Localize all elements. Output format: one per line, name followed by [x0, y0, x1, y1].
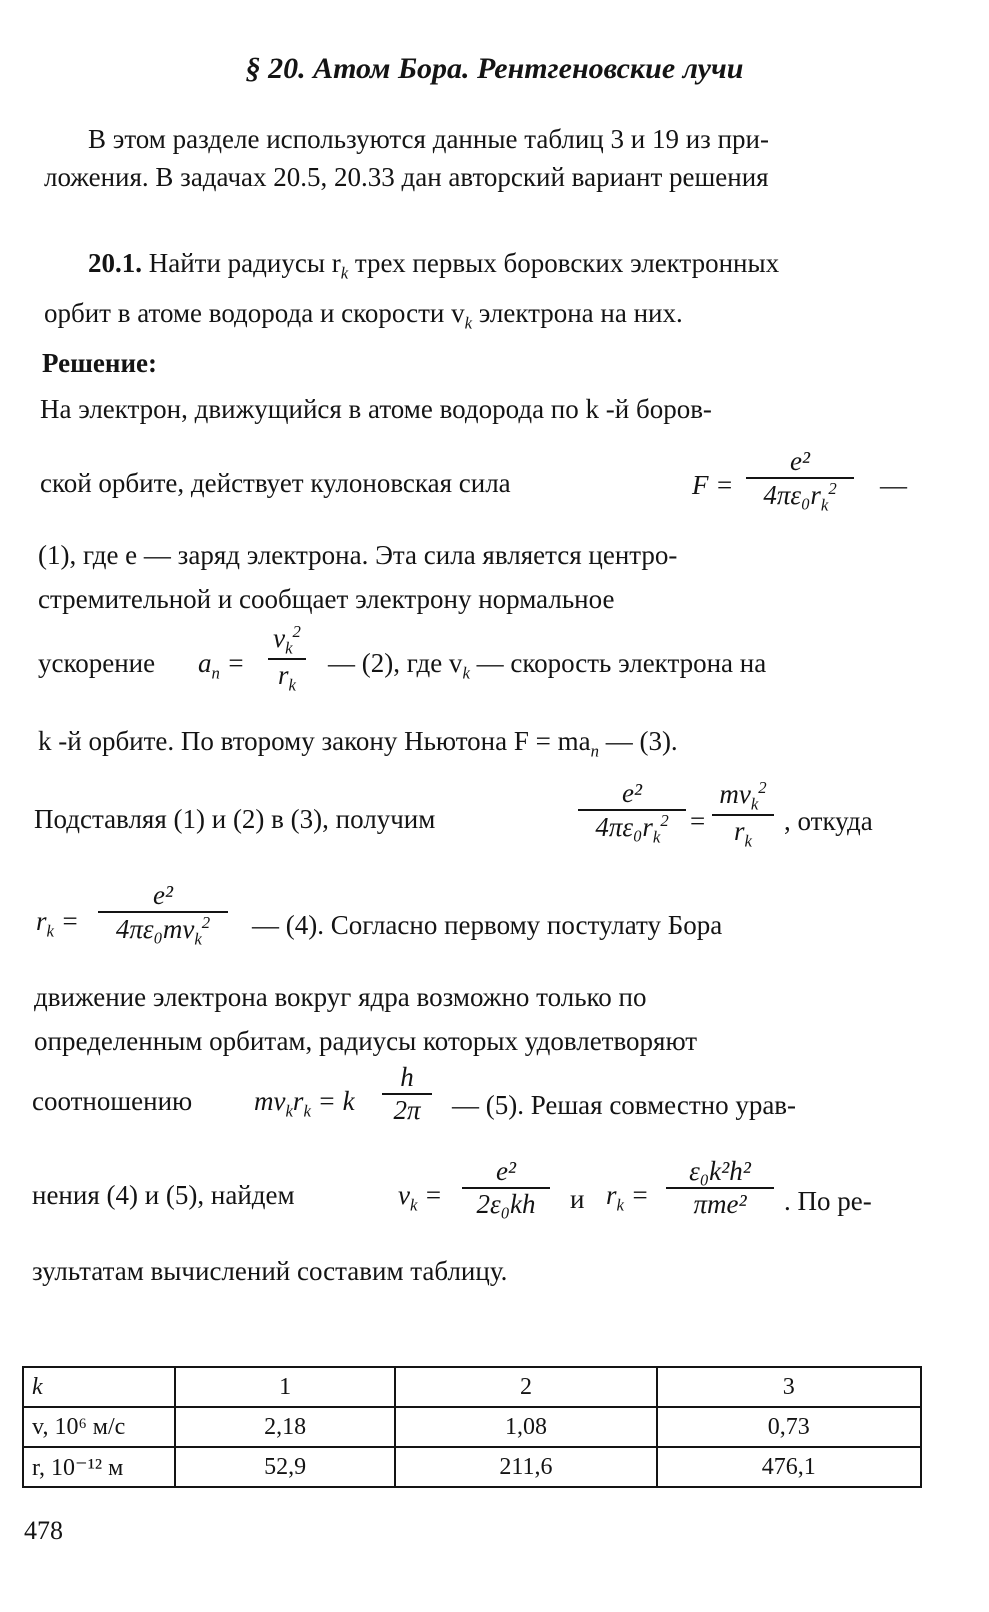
- and-word: и: [570, 1184, 585, 1214]
- table-cell: 52,9: [175, 1447, 395, 1487]
- table-cell: 0,73: [657, 1407, 921, 1447]
- quantization-fraction: h 2π: [382, 1062, 432, 1126]
- radius-lhs: $r_k$ =: [36, 906, 79, 941]
- table-cell: 1,08: [395, 1407, 656, 1447]
- text-line-11-end: — (5). Решая совместно урав-: [452, 1090, 797, 1120]
- table-cell: r, 10⁻¹² м: [23, 1447, 175, 1487]
- equals-sign: =: [690, 806, 706, 836]
- problem-number: 20.1.: [88, 248, 142, 278]
- table-cell: 211,6: [395, 1447, 656, 1487]
- page-number: 478: [24, 1516, 63, 1545]
- velocity-result-fraction: e² 2ε₀kh: [462, 1156, 550, 1220]
- text-line-1: На электрон, движущийся в атоме водорода по k -й боров-: [40, 394, 712, 424]
- coulomb-fraction: e² $4\pi\varepsilon_0r_k^2$: [746, 446, 854, 515]
- text-line-5-mid: — (2), где $v_k$ — скорость электрона на: [328, 648, 767, 683]
- quantization-lhs: $mv_kr_k = k$: [254, 1086, 355, 1121]
- text-line-7: Подставляя (1) и (2) в (3), получим: [34, 804, 436, 834]
- acceleration-fraction: $v_k^2$ $r_k$: [268, 622, 306, 696]
- coulomb-lhs: F =: [692, 470, 734, 500]
- text-line-2: ской орбите, действует кулоновская сила: [40, 468, 511, 498]
- acceleration-lhs: $a_n$ =: [198, 648, 245, 683]
- radius-fraction: e² $4\pi\varepsilon_0mv_k^2$: [98, 880, 228, 949]
- text-line-4: стремительной и сообщает электрону нормальное: [38, 584, 615, 614]
- results-table: [22, 1366, 922, 1488]
- table-header-row: [23, 1367, 921, 1407]
- text-line-12: нения (4) и (5), найдем: [32, 1180, 295, 1210]
- radius-result-lhs: $r_k$ =: [606, 1180, 649, 1215]
- text-line-13: зультатам вычислений составим таблицу.: [32, 1256, 508, 1286]
- radius-result-fraction: ε₀k²h² πme²: [666, 1156, 774, 1220]
- text-line-11: соотношению: [32, 1086, 193, 1116]
- text-line-8: — (4). Согласно первому постулату Бора: [252, 910, 723, 940]
- section-title: § 20. Атом Бора. Рентгеновские лучи: [245, 52, 744, 85]
- table-header-cell: 2: [395, 1367, 656, 1407]
- solution-label: Решение:: [42, 348, 157, 378]
- substitution-fraction-right: $mv_k^2$ $r_k$: [712, 778, 774, 852]
- table-row: [23, 1447, 921, 1487]
- text-line-7-end: , откуда: [784, 806, 873, 836]
- problem-statement-line-1: 20.1. Найти радиусы $r_k$ трех первых боровских электронных: [88, 248, 780, 283]
- text-line-9: движение электрона вокруг ядра возможно только по: [34, 982, 647, 1012]
- intro-line-2: ложения. В задачах 20.5, 20.33 дан авторский вариант решения: [44, 162, 769, 192]
- table-header-cell: k: [23, 1367, 175, 1407]
- dash-1: —: [880, 470, 907, 500]
- table-header-cell: 1: [175, 1367, 395, 1407]
- text-line-12-end: . По ре-: [784, 1186, 872, 1216]
- text-line-3: (1), где e — заряд электрона. Эта сила является центро-: [38, 540, 678, 570]
- table-cell: v, 10⁶ м/с: [23, 1407, 175, 1447]
- intro-line-1: В этом разделе используются данные таблиц 3 и 19 из при-: [88, 124, 769, 154]
- text-line-10: определенным орбитам, радиусы которых удовлетворяют: [34, 1026, 698, 1056]
- substitution-fraction-left: e² $4\pi\varepsilon_0r_k^2$: [578, 778, 686, 847]
- table-header-cell: 3: [657, 1367, 921, 1407]
- text-line-6: k -й орбите. По второму закону Ньютона $F = ma_n$ — (3).: [38, 726, 678, 761]
- table-cell: 476,1: [657, 1447, 921, 1487]
- table-cell: 2,18: [175, 1407, 395, 1447]
- velocity-result-lhs: $v_k$ =: [398, 1180, 443, 1215]
- table-row: [23, 1407, 921, 1447]
- problem-statement-line-2: орбит в атоме водорода и скорости $v_k$ электрона на них.: [44, 298, 683, 333]
- text-line-5-start: ускорение: [38, 648, 156, 678]
